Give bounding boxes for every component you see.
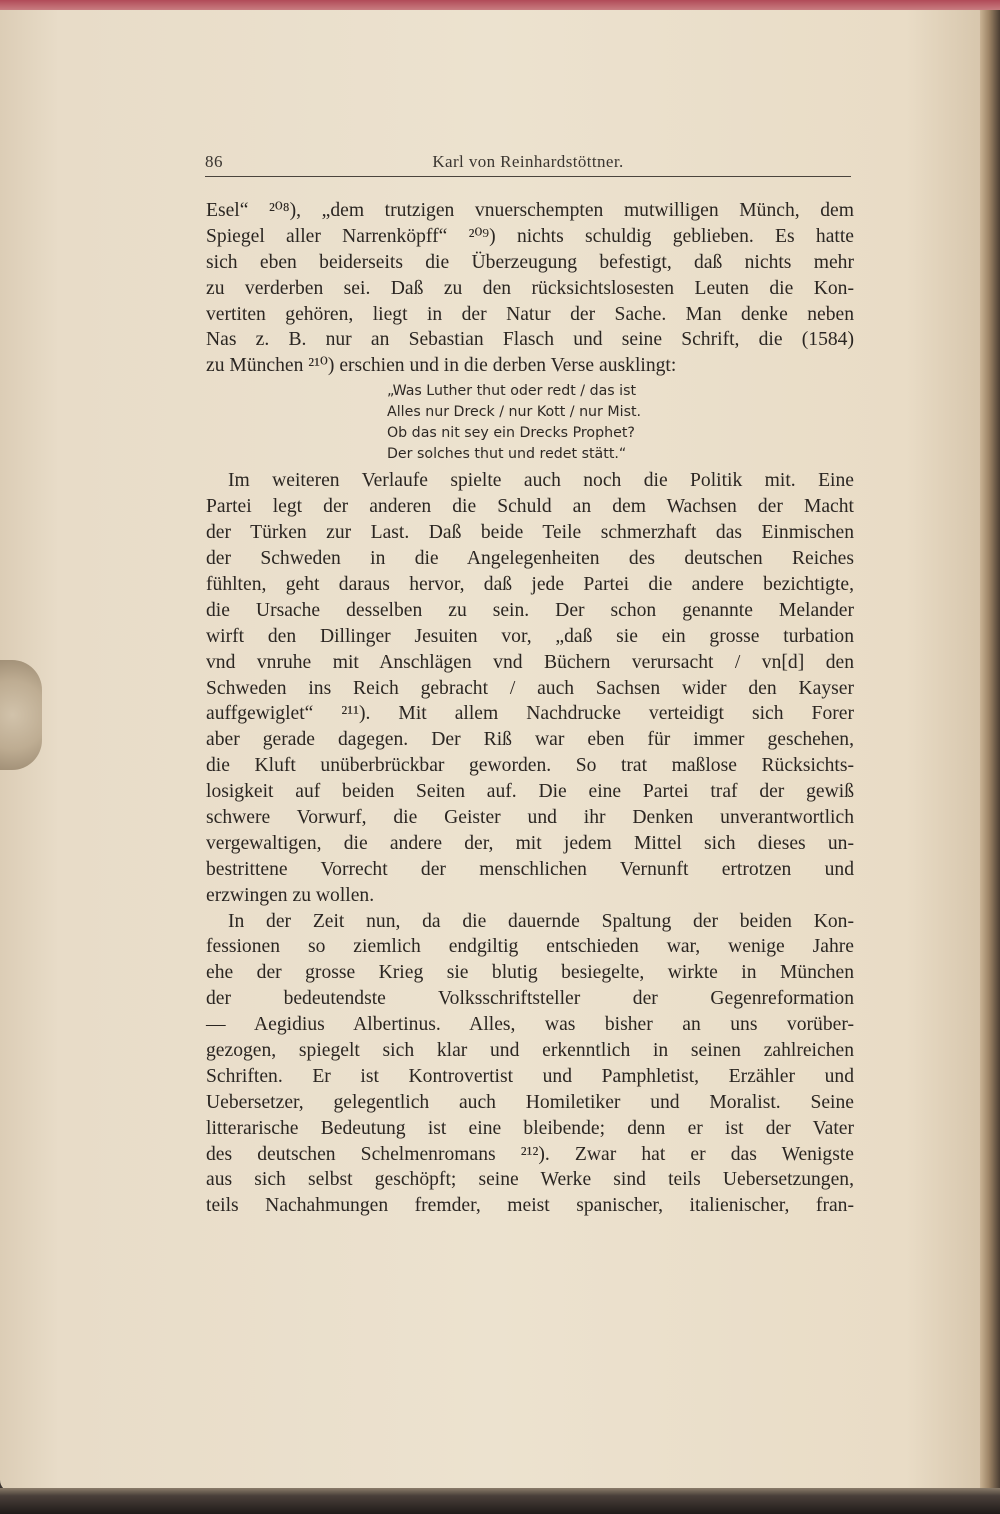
verse-line: Der solches thut und redet stätt.“: [387, 445, 627, 462]
text-line: die Ursache desselben zu sein. Der schon genannte Melander: [206, 599, 854, 621]
text-line: der bedeutendste Volksschriftsteller der Gegenreformation: [206, 988, 854, 1010]
text-line: aus sich selbst geschöpft; seine Werke sind teils Uebersetzungen,: [206, 1169, 854, 1191]
text-line: der Türken zur Last. Daß beide Teile schmerzhaft das Einmischen: [206, 522, 854, 544]
text-line: Schriften. Er ist Kontrovertist und Pamphletist, Erzähler und: [206, 1065, 854, 1087]
running-title: Karl von Reinhardstöttner.: [432, 152, 624, 171]
text-line: die Kluft unüberbrückbar geworden. So trat maßlose Rücksichts-: [206, 755, 854, 777]
text-line: Spiegel aller Narrenköpff“ ²⁰⁹) nichts schuldig geblieben. Es hatte: [206, 225, 854, 247]
text-line: wirft den Dillinger Jesuiten vor, „daß sie ein grosse turbation: [206, 625, 854, 647]
text-line: bestrittene Vorrecht der menschlichen Vernunft ertrotzen und: [206, 858, 854, 880]
text-line: losigkeit auf beiden Seiten auf. Die eine Partei traf der gewiß: [206, 781, 854, 803]
verse-line: Alles nur Dreck / nur Kott / nur Mist.: [387, 404, 642, 421]
text-line: auffgewiglet“ ²¹¹). Mit allem Nachdrucke verteidigt sich Forer: [206, 703, 854, 725]
header-rule: [205, 176, 851, 177]
text-line: gezogen, spiegelt sich klar und erkenntlich in seinen zahlreichen: [206, 1040, 854, 1062]
text-line: zu München ²¹⁰) erschien und in die derben Verse ausklingt:: [206, 355, 677, 377]
page-gutter-shadow: [980, 10, 1000, 1494]
text-line: schwere Vorwurf, die Geister und ihr Denken unverantwortlich: [206, 807, 854, 828]
running-head: [205, 152, 851, 176]
text-line: der Schweden in die Angelegenheiten des deutschen Reiches: [206, 548, 854, 570]
text-line: zu verderben sei. Daß zu den rücksichtslosesten Leuten die Kon-: [206, 277, 854, 299]
paragraph-2: [206, 468, 854, 908]
text-line: vnd vnruhe mit Anschlägen vnd Büchern verursacht / vn[d] den: [206, 651, 854, 673]
text-line: ehe der grosse Krieg sie blutig besiegelte, wirkte in München: [206, 962, 854, 984]
text-line: vergewaltigen, die andere der, mit jedem Mittel sich dieses un-: [206, 832, 854, 854]
page-clip: [0, 660, 42, 770]
text-line: Im weiteren Verlaufe spielte auch noch die Politik mit. Eine: [228, 470, 854, 492]
text-line: litterarische Bedeutung ist eine bleibende; denn er ist der Vater: [206, 1117, 854, 1139]
text-line: vertiten gehören, liegt in der Natur der Sache. Man denke neben: [206, 303, 854, 325]
text-line: des deutschen Schelmenromans ²¹²). Zwar hat er das Wenigste: [206, 1143, 854, 1165]
text-line: sich eben beiderseits die Überzeugung befestigt, daß nichts mehr: [206, 251, 854, 273]
paragraph-1: [206, 198, 854, 379]
text-line: Nas z. B. nur an Sebastian Flasch und seine Schrift, die (1584): [206, 329, 854, 351]
text-line: Partei legt der anderen die Schuld an dem Wachsen der Macht: [206, 496, 854, 518]
text-line: Esel“ ²⁰⁸), „dem trutzigen vnuerschempten mutwilligen Münch, dem: [206, 200, 854, 221]
scan-bottom-edge: [0, 1488, 1000, 1514]
text-line: In der Zeit nun, da die dauernde Spaltung der beiden Kon-: [228, 910, 854, 932]
text-line: fessionen so ziemlich endgiltig entschieden war, wenige Jahre: [206, 936, 854, 958]
text-line: fühlten, geht daraus hervor, daß jede Partei die andere bezichtigte,: [206, 573, 854, 595]
text-line: aber gerade dagegen. Der Riß war eben für immer geschehen,: [206, 729, 854, 751]
text-line: Schweden ins Reich gebracht / auch Sachsen wider den Kayser: [206, 677, 854, 699]
text-line: — Aegidius Albertinus. Alles, was bisher an uns vorüber-: [206, 1014, 854, 1036]
text-line: teils Nachahmungen fremder, meist spanischer, italienischer, fran-: [206, 1195, 854, 1217]
verse-quote: [387, 379, 717, 468]
verse-line: „Was Luther thut oder redt / das ist: [387, 383, 637, 400]
text-line: Uebersetzer, gelegentlich auch Homiletiker und Moralist. Seine: [206, 1091, 854, 1113]
verse-line: Ob das nit sey ein Drecks Prophet?: [387, 424, 635, 441]
text-line: erzwingen zu wollen.: [206, 884, 375, 906]
paragraph-3: [206, 909, 854, 1220]
body-text: [206, 198, 854, 1219]
page-number: 86: [205, 152, 223, 171]
